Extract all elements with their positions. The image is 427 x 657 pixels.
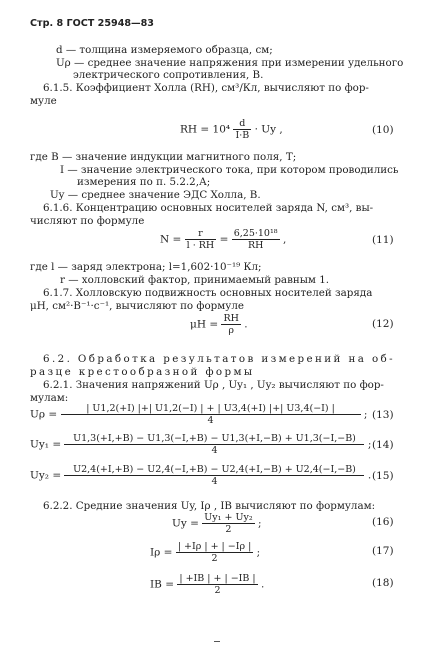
equation-17	[150, 541, 260, 564]
equation-12	[190, 313, 248, 336]
eq12-numerator: RH	[223, 313, 239, 324]
i-definition-line2: измерения по п. 5.2.2,А;	[77, 176, 211, 188]
page-mark	[214, 641, 220, 642]
eq11-fraction-2	[232, 228, 280, 251]
section-621-line1: 6.2.1. Значения напряжений Uρ , Uy₁ , Uy₂ вычисляют по фор-	[43, 379, 384, 391]
equation-18	[150, 573, 264, 596]
eq11-rhs: ,	[282, 233, 287, 246]
up-definition-line1: Uρ — среднее значение напряжения при измерении удельного	[56, 57, 404, 69]
eq12-fraction	[221, 313, 240, 336]
eq15-number: (15)	[372, 470, 394, 482]
eq17-rhs: ;	[256, 546, 261, 559]
eq10-denominator: I·B	[235, 130, 250, 141]
eq10-number: (10)	[372, 124, 394, 136]
eq18-lhs: IB =	[150, 578, 174, 591]
eq14-numerator: U1,3(+I,+B) − U1,3(−I,+B) − U1,3(+I,−B) + U1,3(−I,−B)	[64, 433, 364, 445]
eq15-rhs: .	[367, 469, 372, 482]
eq17-lhs: Iρ =	[150, 546, 173, 559]
section-621-line2: мулам:	[30, 392, 69, 404]
eq14-denominator: 4	[211, 445, 218, 456]
section-62-line2: разце крестообразной формы	[30, 366, 255, 378]
eq14-lhs: Uy₁ =	[30, 438, 62, 451]
eq17-number: (17)	[372, 545, 394, 557]
section-615-line1: 6.1.5. Коэффициент Холла (RH), см³/Кл, вычисляют по фор-	[43, 82, 369, 94]
eq18-numerator: | +IB | + | −IB |	[179, 573, 256, 584]
section-615-line2: муле	[30, 95, 57, 107]
section-617-line2: μH, см²·В⁻¹·с⁻¹, вычисляют по формуле	[30, 300, 244, 312]
d-definition: d — толщина измеряемого образца, см;	[56, 44, 273, 56]
eq16-lhs: Uy =	[172, 517, 199, 530]
eq11-number: (11)	[372, 234, 394, 246]
eq16-numerator: Uy₁ + Uy₂	[204, 512, 253, 523]
eq13-fraction	[61, 403, 361, 426]
eq11-lhs: N =	[160, 233, 182, 246]
eq15-fraction	[64, 464, 364, 487]
eq11-denominator-2: RH	[247, 240, 264, 251]
eq18-rhs: .	[260, 578, 265, 591]
page-header: Стр. 8 ГОСТ 25948—83	[30, 18, 154, 29]
eq14-fraction	[64, 433, 364, 456]
eq11-denominator-1: l · RH	[186, 240, 215, 251]
eq15-lhs: Uy₂ =	[30, 469, 62, 482]
equation-10	[180, 118, 283, 141]
equation-16	[172, 512, 262, 535]
l-definition: где l — заряд электрона; l=1,602·10⁻¹⁹ Кл;	[30, 261, 262, 273]
eq10-lhs: RH = 10⁴	[180, 123, 231, 136]
eq16-fraction	[202, 512, 254, 535]
equation-13	[30, 403, 367, 426]
eq13-numerator: | U1,2(+I) |+| U1,2(−I) | + | U3,4(+I) |+| U3,4(−I) |	[61, 403, 361, 415]
up-definition-line2: электрического сопротивления, В.	[73, 69, 264, 81]
eq16-rhs: ;	[257, 517, 262, 530]
equation-14	[30, 433, 371, 456]
eq12-number: (12)	[372, 318, 394, 330]
eq18-number: (18)	[372, 577, 394, 589]
eq14-rhs: ;	[367, 438, 372, 451]
section-62-line1: 6.2. Обработка результатов измерений на об-	[43, 353, 396, 365]
eq11-fraction-1	[185, 228, 217, 251]
eq18-denominator: 2	[214, 585, 221, 596]
section-616-line2: числяют по формуле	[30, 215, 145, 227]
eq16-denominator: 2	[225, 524, 232, 535]
b-definition: где B — значение индукции магнитного поля, Т;	[30, 151, 297, 163]
eq16-number: (16)	[372, 516, 394, 528]
eq15-numerator: U2,4(+I,+B) − U2,4(−I,+B) − U2,4(+I,−B) + U2,4(−I,−B)	[64, 464, 364, 476]
eq14-number: (14)	[372, 439, 394, 451]
section-616-line1: 6.1.6. Концентрацию основных носителей заряда N, см³, вы-	[43, 202, 374, 214]
eq17-fraction	[176, 541, 253, 564]
eq11-mid: =	[219, 233, 229, 246]
eq17-denominator: 2	[211, 553, 218, 564]
eq13-number: (13)	[372, 409, 394, 421]
eq13-lhs: Uρ =	[30, 408, 58, 421]
eq17-numerator: | +Iρ | + | −Iρ |	[177, 541, 252, 552]
eq11-numerator-1: r	[185, 228, 217, 240]
section-617-line1: 6.1.7. Холловскую подвижность основных носителей заряда	[43, 287, 373, 299]
eq10-rhs: · Uy ,	[254, 123, 283, 136]
uy-definition: Uy — среднее значение ЭДС Холла, В.	[50, 189, 261, 201]
eq12-denominator: ρ	[228, 325, 234, 336]
equation-11	[160, 228, 286, 251]
eq12-lhs: μH =	[190, 318, 219, 331]
eq10-numerator: d	[233, 118, 251, 130]
equation-15	[30, 464, 371, 487]
eq13-rhs: ;	[363, 408, 368, 421]
r-definition: r — холловский фактор, принимаемый равным 1.	[60, 274, 330, 286]
eq10-fraction	[233, 118, 251, 141]
eq18-fraction	[177, 573, 257, 596]
section-622: 6.2.2. Средние значения Uy, Iρ , IB вычисляют по формулам:	[43, 500, 376, 512]
eq15-denominator: 4	[211, 476, 218, 487]
eq13-denominator: 4	[207, 415, 214, 426]
i-definition-line1: I — значение электрического тока, при котором проводились	[60, 164, 399, 176]
eq12-rhs: .	[244, 318, 248, 331]
eq11-numerator-2: 6,25·10¹⁸	[233, 228, 278, 239]
